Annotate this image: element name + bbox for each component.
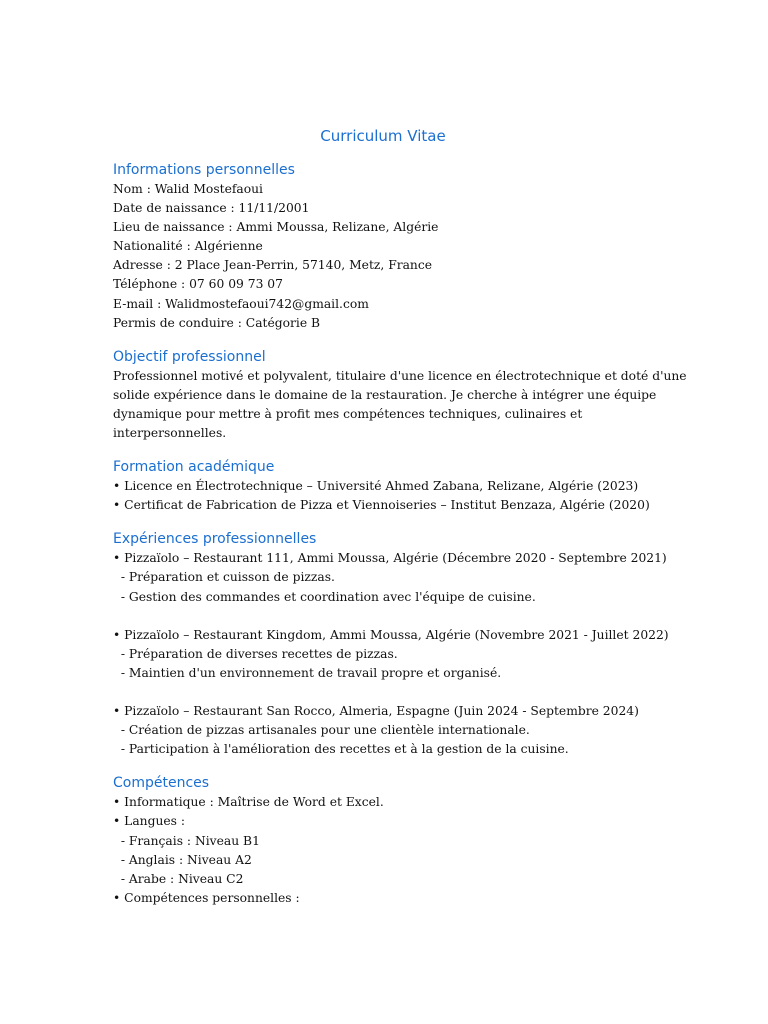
skill-item: - Français : Niveau B1 — [113, 833, 260, 848]
skill-item: • Langues : — [113, 814, 186, 829]
job-task: - Création de pizzas artisanales pour une clientèle internationale. — [113, 723, 530, 738]
section-experience — [113, 529, 673, 759]
section-education — [113, 457, 673, 515]
skill-item: • Compétences personnelles : — [113, 890, 300, 905]
personal-phone: Téléphone : 07 60 09 73 07 — [113, 277, 283, 292]
personal-birthdate: Date de naissance : 11/11/2001 — [113, 201, 310, 216]
section-heading-education: Formation académique — [113, 459, 275, 476]
job-task: - Maintien d'un environnement de travail propre et organisé. — [113, 665, 502, 680]
job-title: • Pizzaïolo – Restaurant San Rocco, Almeria, Espagne (Juin 2024 - Septembre 2024) — [113, 704, 639, 719]
section-objective — [113, 347, 687, 443]
skill-item: - Arabe : Niveau C2 — [113, 871, 244, 886]
job-entry — [113, 626, 673, 683]
objective-line: solide expérience dans le domaine de la restauration. Je cherche à intégrer une équipe — [113, 387, 657, 402]
objective-line: dynamique pour mettre à profit mes compétences techniques, culinaires et — [113, 406, 583, 421]
education-item: • Certificat de Fabrication de Pizza et Viennoiseries – Institut Benzaza, Algérie (2020) — [113, 498, 650, 513]
personal-birthplace: Lieu de naissance : Ammi Moussa, Relizane, Algérie — [113, 220, 439, 235]
job-task: - Préparation de diverses recettes de pizzas. — [113, 646, 398, 661]
job-title: • Pizzaïolo – Restaurant 111, Ammi Moussa, Algérie (Décembre 2020 - Septembre 2021) — [113, 551, 667, 566]
document-title: Curriculum Vitae — [320, 127, 446, 145]
personal-name: Nom : Walid Mostefaoui — [113, 182, 263, 196]
skill-item: • Informatique : Maîtrise de Word et Excel. — [113, 795, 384, 810]
objective-line: Professionnel motivé et polyvalent, titulaire d'une licence en électrotechnique et doté d'une — [113, 368, 687, 383]
section-heading-experience: Expériences professionnelles — [113, 531, 317, 548]
section-personal-info — [113, 160, 673, 333]
personal-nationality: Nationalité : Algérienne — [113, 239, 263, 254]
section-heading-personal-info: Informations personnelles — [113, 162, 295, 178]
objective-line: interpersonnelles. — [113, 426, 227, 441]
job-entry — [113, 549, 673, 606]
skill-item: - Anglais : Niveau A2 — [113, 852, 252, 867]
job-task: - Gestion des commandes et coordination avec l'équipe de cuisine. — [113, 589, 536, 604]
section-heading-objective: Objectif professionnel — [113, 348, 266, 365]
personal-driving-license: Permis de conduire : Catégorie B — [113, 315, 321, 330]
section-heading-skills: Compétences — [113, 775, 210, 792]
job-entry — [113, 702, 673, 759]
job-title: • Pizzaïolo – Restaurant Kingdom, Ammi Moussa, Algérie (Novembre 2021 - Juillet 2022) — [113, 627, 669, 642]
personal-address: Adresse : 2 Place Jean-Perrin, 57140, Metz, France — [113, 258, 433, 273]
cv-document — [113, 120, 687, 908]
personal-email: E-mail : Walidmostefaoui742@gmail.com — [113, 296, 369, 311]
job-task: - Participation à l'amélioration des recettes et à la gestion de la cuisine. — [113, 742, 569, 757]
job-task: - Préparation et cuisson de pizzas. — [113, 570, 335, 585]
education-item: • Licence en Électrotechnique – Université Ahmed Zabana, Relizane, Algérie (2023) — [113, 479, 639, 494]
section-skills — [113, 773, 673, 908]
